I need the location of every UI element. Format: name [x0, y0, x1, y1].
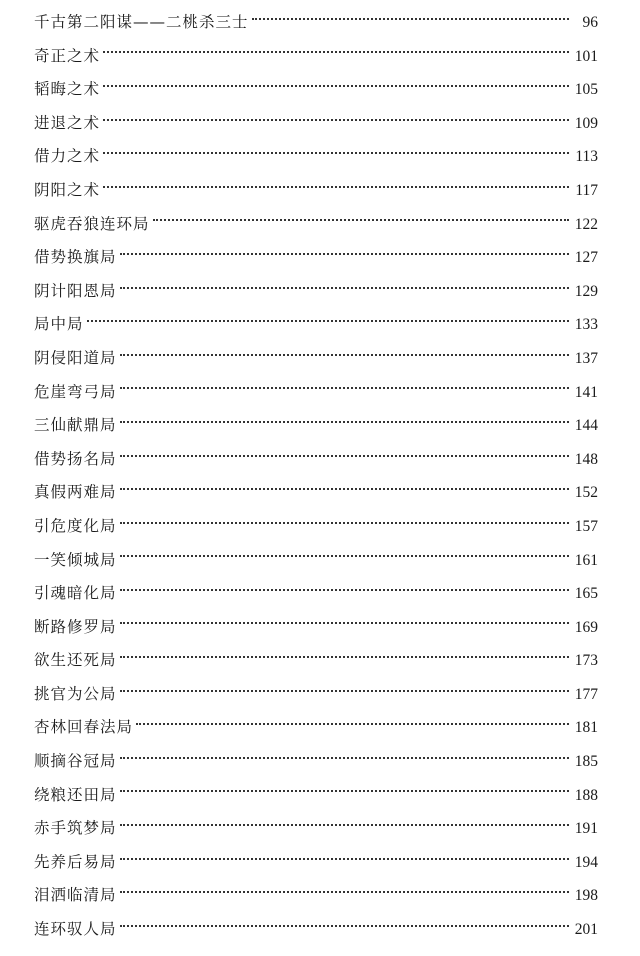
table-of-contents — [34, 6, 598, 947]
toc-entry[interactable] — [34, 73, 598, 107]
toc-entry-title: 一笑倾城局 — [34, 550, 117, 569]
toc-entry[interactable] — [34, 140, 598, 174]
toc-entry-title: 赤手筑梦局 — [34, 819, 117, 838]
toc-entry[interactable] — [34, 812, 598, 846]
dot-leader — [103, 152, 569, 154]
dot-leader — [120, 790, 569, 792]
toc-entry[interactable] — [34, 544, 598, 578]
toc-entry-page: 137 — [574, 349, 598, 367]
dot-leader — [103, 51, 569, 53]
toc-entry[interactable] — [34, 678, 598, 712]
toc-entry-page: 169 — [574, 618, 598, 636]
toc-entry-title: 韬晦之术 — [34, 80, 101, 99]
toc-entry-title: 阴计阳恩局 — [34, 281, 117, 300]
toc-entry-page: 96 — [582, 14, 598, 31]
toc-entry-title: 泪洒临清局 — [34, 886, 117, 905]
toc-entry[interactable] — [34, 913, 598, 947]
toc-entry-title: 借力之术 — [34, 147, 101, 166]
toc-entry-page: 129 — [574, 282, 598, 300]
dot-leader — [120, 421, 569, 423]
toc-entry-title: 千古第二阳谋——二桃杀三士 — [34, 13, 249, 31]
toc-entry-page: 157 — [574, 517, 598, 535]
dot-leader — [103, 85, 569, 87]
toc-entry[interactable] — [34, 476, 598, 510]
toc-entry[interactable] — [34, 577, 598, 611]
dot-leader — [120, 555, 569, 557]
toc-entry-page: 127 — [574, 249, 598, 267]
dot-leader — [153, 219, 569, 221]
toc-entry-page: 161 — [574, 551, 598, 569]
toc-entry-title: 阴侵阳道局 — [34, 348, 117, 367]
dot-leader — [120, 287, 569, 289]
toc-entry-page: 165 — [574, 585, 598, 603]
toc-entry[interactable] — [34, 308, 598, 342]
dot-leader — [120, 488, 569, 490]
dot-leader — [120, 824, 569, 826]
toc-entry-page: 194 — [574, 853, 598, 871]
toc-entry[interactable] — [34, 40, 598, 74]
dot-leader — [120, 690, 569, 692]
toc-entry[interactable] — [34, 779, 598, 813]
toc-entry[interactable] — [34, 745, 598, 779]
toc-entry-page: 188 — [574, 786, 598, 804]
toc-entry-page: 105 — [574, 81, 598, 99]
toc-entry-title: 杏林回春法局 — [34, 718, 134, 737]
toc-entry-page: 122 — [574, 215, 598, 233]
toc-entry-title: 阴阳之术 — [34, 180, 101, 199]
toc-entry-page: 141 — [574, 383, 598, 401]
toc-entry-title: 奇正之术 — [34, 46, 101, 65]
toc-entry-page: 173 — [574, 652, 598, 670]
dot-leader — [120, 925, 569, 927]
toc-entry-title: 真假两难局 — [34, 483, 117, 502]
toc-entry-title: 引魂暗化局 — [34, 584, 117, 603]
toc-entry-page: 144 — [574, 417, 598, 435]
toc-entry[interactable] — [34, 846, 598, 880]
toc-entry-page: 113 — [575, 148, 598, 166]
toc-entry[interactable] — [34, 611, 598, 645]
dot-leader — [120, 622, 569, 624]
dot-leader — [120, 387, 569, 389]
toc-entry-page: 181 — [574, 719, 598, 737]
toc-entry-page: 148 — [574, 450, 598, 468]
dot-leader — [103, 186, 569, 188]
toc-entry-title: 危崖弯弓局 — [34, 382, 117, 401]
toc-entry-title: 断路修罗局 — [34, 617, 117, 636]
dot-leader — [252, 18, 569, 20]
toc-entry-title: 引危度化局 — [34, 516, 117, 535]
toc-entry[interactable] — [34, 342, 598, 376]
toc-entry[interactable] — [34, 107, 598, 141]
dot-leader — [87, 320, 569, 322]
dot-leader — [120, 858, 569, 860]
dot-leader — [120, 757, 569, 759]
dot-leader — [120, 253, 569, 255]
toc-entry[interactable] — [34, 275, 598, 309]
toc-entry[interactable] — [34, 644, 598, 678]
dot-leader — [120, 522, 569, 524]
toc-entry-title: 进退之术 — [34, 113, 101, 132]
toc-entry-title: 三仙献鼎局 — [34, 416, 117, 435]
toc-entry-title: 挑官为公局 — [34, 684, 117, 703]
toc-entry[interactable] — [34, 6, 598, 40]
dot-leader — [120, 656, 569, 658]
toc-entry[interactable] — [34, 443, 598, 477]
toc-entry-page: 191 — [574, 820, 598, 838]
toc-entry-title: 连环驭人局 — [34, 920, 117, 939]
toc-entry-page: 198 — [574, 887, 598, 905]
toc-entry-page: 109 — [574, 114, 598, 132]
dot-leader — [120, 891, 569, 893]
toc-entry-title: 借势扬名局 — [34, 449, 117, 468]
dot-leader — [120, 589, 569, 591]
dot-leader — [120, 354, 569, 356]
toc-entry-page: 201 — [574, 921, 598, 939]
dot-leader — [136, 723, 569, 725]
toc-entry-title: 借势换旗局 — [34, 248, 117, 267]
toc-entry-page: 117 — [575, 181, 598, 199]
toc-entry-title: 绕粮还田局 — [34, 785, 117, 804]
toc-entry-title: 欲生还死局 — [34, 651, 117, 670]
toc-entry-page: 152 — [574, 484, 598, 502]
toc-entry-title: 驱虎吞狼连环局 — [34, 214, 150, 233]
dot-leader — [120, 455, 569, 457]
dot-leader — [103, 119, 569, 121]
toc-entry-page: 185 — [574, 753, 598, 771]
toc-entry[interactable] — [34, 208, 598, 242]
toc-entry[interactable] — [34, 409, 598, 443]
toc-entry-title: 先养后易局 — [34, 852, 117, 871]
toc-entry[interactable] — [34, 376, 598, 410]
toc-entry[interactable] — [34, 879, 598, 913]
toc-entry[interactable] — [34, 241, 598, 275]
toc-entry[interactable] — [34, 510, 598, 544]
toc-entry-page: 133 — [574, 316, 598, 334]
toc-entry-page: 101 — [574, 47, 598, 65]
toc-entry[interactable] — [34, 174, 598, 208]
toc-entry-title: 顺摘谷冠局 — [34, 752, 117, 771]
toc-entry-page: 177 — [574, 685, 598, 703]
toc-entry-title: 局中局 — [34, 315, 84, 334]
toc-entry[interactable] — [34, 711, 598, 745]
